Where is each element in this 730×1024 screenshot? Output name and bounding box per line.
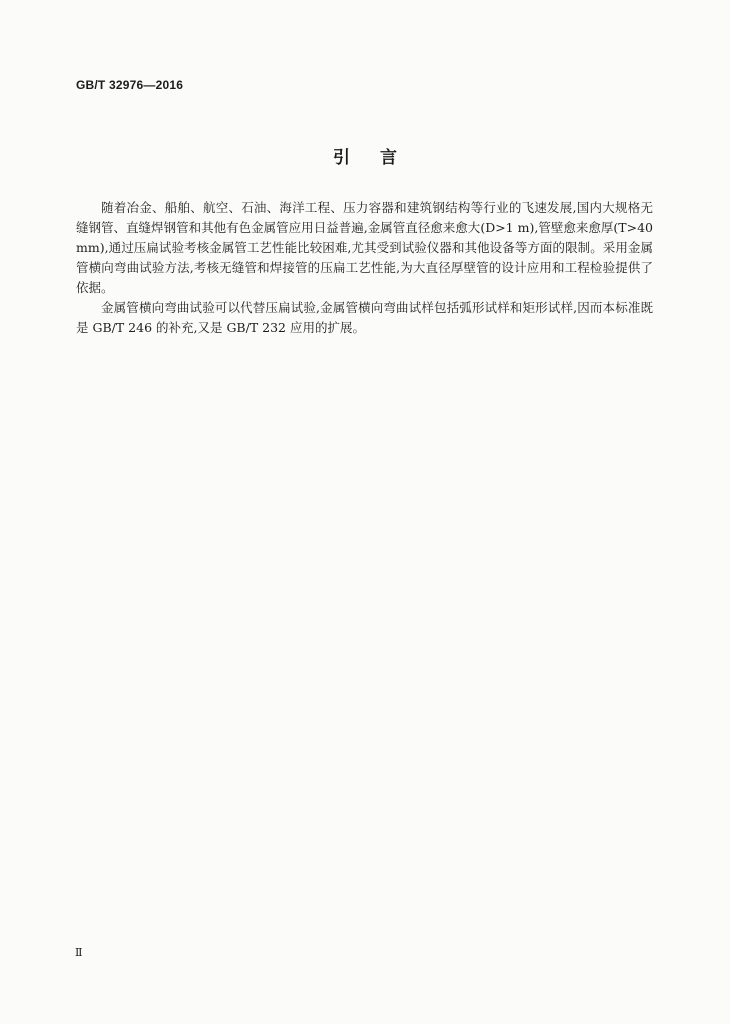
standard-code: GB/T 32976—2016 [76,78,184,92]
paragraph-2: 金属管横向弯曲试验可以代替压扁试验,金属管横向弯曲试样包括弧形试样和矩形试样,因而本标准既是 GB/T 246 的补充,又是 GB/T 232 应用的扩展。 [76,300,653,335]
paragraph-1: 随着冶金、船舶、航空、石油、海洋工程、压力容器和建筑钢结构等行业的飞速发展,国内大规格无缝钢管、直缝焊钢管和其他有色金属管应用日益普遍,金属管直径愈来愈大(D>1 m),管壁愈来愈厚(T>40 mm),通过压扁试验考核金属管工艺性能比较困难,尤其受到试验仪器和其他设备等方面的限制。采用金属管横向弯曲试验方法,考核无缝管和焊接管的压扁工艺性能,为大直径厚壁管的设计应用和工程检验提供了依据。 [76,200,653,295]
introduction-body [76,198,653,338]
section-title-char-2: 言 [380,148,397,168]
section-title-char-1: 引 [333,148,350,168]
page-number: Ⅱ [75,947,83,959]
section-title [0,143,730,168]
